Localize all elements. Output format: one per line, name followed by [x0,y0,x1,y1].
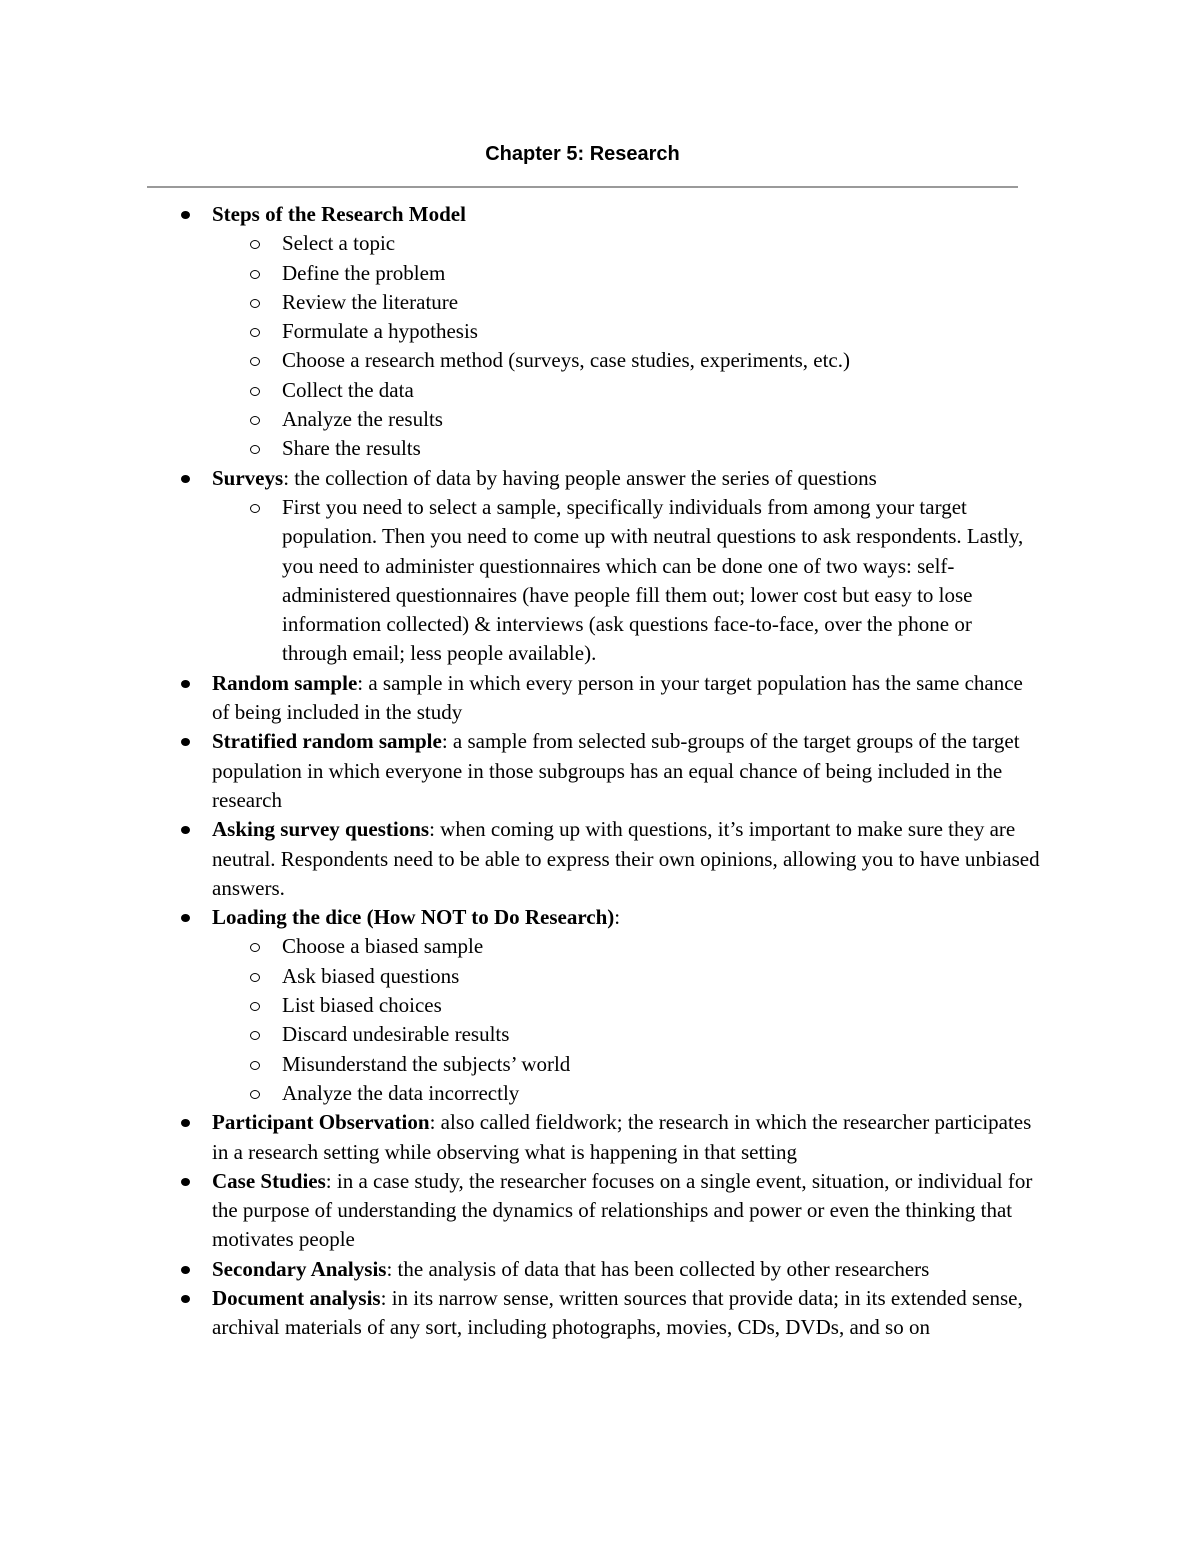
sub-list-item [170,405,1040,434]
item-term: Steps of the Research Model [212,202,466,226]
item-term: Loading the dice (How NOT to Do Research) [212,905,615,930]
sub-list-item [170,1050,1040,1079]
list-item [170,464,1040,669]
notes-body [170,200,1040,1343]
item-text: : in a case study, the researcher focuses on a single event, situation, or individual for the purpose of understanding the dynamics of relationships and power or even the thinking that motivates people [212,1168,1033,1252]
bullet-icon [181,914,190,922]
list-item [170,1167,1040,1255]
circle-bullet-icon [250,973,260,982]
bullet-icon [181,1266,190,1274]
sub-item-text: Define the problem [282,260,446,285]
list-item [170,669,1040,728]
list-item [170,903,1040,1108]
title-divider [147,186,1018,188]
item-text: : in its narrow sense, written sources that provide data; in its extended sense, archival materials of any sort, including photographs, movies, CDs, DVDs, and so on [212,1285,1023,1340]
sub-list [212,932,1040,1108]
sub-list-item [170,932,1040,961]
sub-item-text: Discard undesirable results [282,1022,510,1047]
sub-item-text: Misunderstand the subjects’ world [282,1051,571,1076]
bullet-icon [181,1119,190,1127]
item-text: : [614,905,621,930]
sub-list-item [170,1020,1040,1049]
sub-item-text: Share the results [282,436,421,461]
bullet-icon [181,1295,190,1303]
item-term: Random sample [212,670,358,695]
item-term: Asking survey questions [212,817,430,842]
sub-list [212,229,1040,463]
item-text: : the analysis of data that has been collected by other researchers [386,1256,930,1281]
item-term: Case Studies [212,1168,326,1193]
sub-list [212,493,1040,669]
sub-item-text: Formulate a hypothesis [282,319,478,344]
sub-list-item [170,991,1040,1020]
sub-item-text: Analyze the data incorrectly [282,1080,520,1105]
item-text: : a sample from selected sub-groups of the target groups of the target population in which everyone in those subgroups has an equal chance of being included in the research [212,729,1020,812]
list-item [170,1108,1040,1167]
sub-list-item [170,288,1040,317]
circle-bullet-icon [250,1002,260,1011]
sub-list-item [170,434,1040,463]
sub-item-text: Analyze the results [282,407,443,432]
bullet-icon [181,1178,190,1186]
item-term: Participant Observation [212,1110,430,1135]
bullet-icon [181,826,190,834]
circle-bullet-icon [250,270,260,279]
circle-bullet-icon [250,1061,260,1070]
list-item [170,200,1040,464]
sub-item-text: Review the literature [282,289,459,314]
sub-list-item [170,962,1040,991]
bullet-icon [181,680,190,688]
sub-list-item [170,493,1040,669]
bullet-icon [181,738,190,746]
sub-item-text: Select a topic [282,231,396,256]
item-text: : the collection of data by having people answer the series of questions [283,465,877,490]
item-text: : a sample in which every person in your target population has the same chance of being included in the study [212,670,1023,725]
circle-bullet-icon [250,387,260,396]
item-term: Surveys [212,465,284,490]
sub-item-text: Choose a research method (surveys, case studies, experiments, etc.) [282,348,850,373]
circle-bullet-icon [250,299,260,308]
item-term: Stratified random sample [212,729,442,754]
circle-bullet-icon [250,1090,260,1099]
sub-item-text: First you need to select a sample, specifically individuals from among your target population. Then you need to come up with neutral questions to ask respondents. Lastly, you need to administer questionnaires which can be done one of two ways: self-administered questionnaires (have people fill them out; lower cost but easy to lose information collected) & interviews (ask questions face-to-face, over the phone or through email; less people available). [282,494,1024,666]
list-item [170,1255,1040,1284]
sub-item-text: Choose a biased sample [282,934,484,959]
sub-item-text: Ask biased questions [282,963,460,988]
item-term: Document analysis [212,1285,381,1310]
sub-item-text: Collect the data [282,377,414,402]
sub-list-item [170,317,1040,346]
sub-list-item [170,259,1040,288]
circle-bullet-icon [250,504,260,513]
item-term: Secondary Analysis [212,1256,387,1281]
sub-list-item [170,346,1040,375]
bullet-icon [181,211,190,219]
list-item [170,727,1040,815]
sub-list-item [170,1079,1040,1108]
list-item [170,1284,1040,1343]
sub-list-item [170,376,1040,405]
bullet-icon [181,475,190,483]
item-text: : also called fieldwork; the research in which the researcher participates in a research setting while observing what is happening in that setting [212,1110,1032,1164]
sub-list-item [170,229,1040,258]
item-text: : when coming up with questions, it’s important to make sure they are neutral. Respondents need to be able to express their own opinions, allowing you to have unbiased answers. [212,817,1040,900]
bullet-list [170,200,1040,1343]
sub-item-text: List biased choices [282,993,442,1018]
list-item [170,815,1040,903]
page-title: Chapter 5: Research [485,143,680,165]
